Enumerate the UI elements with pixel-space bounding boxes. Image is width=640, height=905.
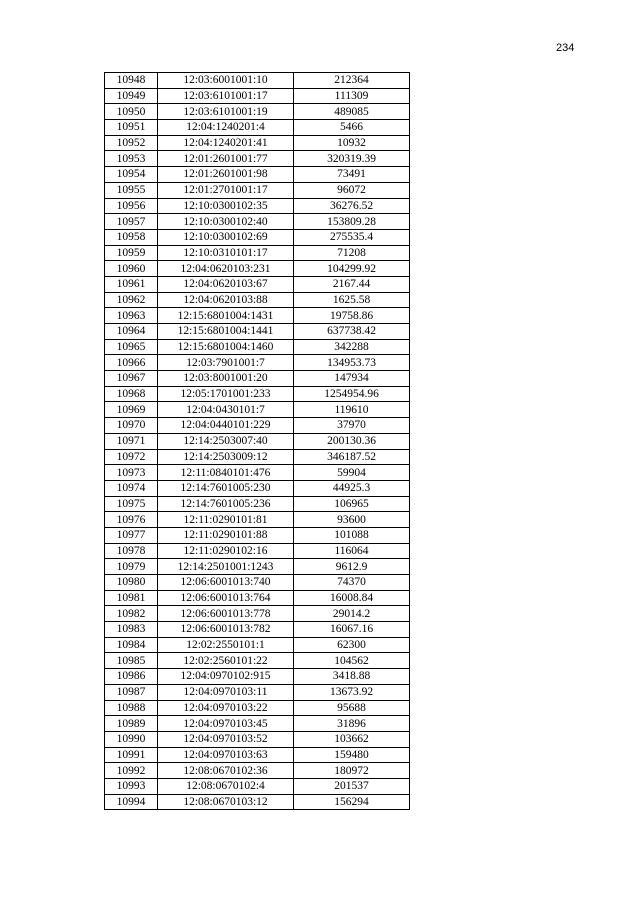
value-cell: 44925.3 [294, 480, 410, 496]
value-cell: 74370 [294, 575, 410, 591]
table-row [105, 496, 410, 512]
value-cell: 201537 [294, 778, 410, 794]
table-row [105, 73, 410, 89]
table-row [105, 292, 410, 308]
table-row [105, 182, 410, 198]
row-id-cell: 10959 [105, 245, 158, 261]
value-cell: 5466 [294, 120, 410, 136]
cadastral-number-cell: 12:06:6001013:740 [158, 575, 294, 591]
row-id-cell: 10964 [105, 324, 158, 340]
cadastral-number-cell: 12:04:0430101:7 [158, 402, 294, 418]
table-row [105, 590, 410, 606]
table-row [105, 433, 410, 449]
value-cell: 180972 [294, 763, 410, 779]
row-id-cell: 10973 [105, 465, 158, 481]
value-cell: 106965 [294, 496, 410, 512]
cadastral-number-cell: 12:04:0970103:22 [158, 700, 294, 716]
cadastral-number-cell: 12:14:2503007:40 [158, 433, 294, 449]
value-cell: 2167.44 [294, 276, 410, 292]
cadastral-number-cell: 12:02:2550101:1 [158, 637, 294, 653]
row-id-cell: 10965 [105, 339, 158, 355]
cadastral-number-cell: 12:15:6801004:1441 [158, 324, 294, 340]
table-row [105, 151, 410, 167]
table-row [105, 622, 410, 638]
cadastral-number-cell: 12:03:6001001:10 [158, 73, 294, 89]
cadastral-number-cell: 12:04:0970103:45 [158, 716, 294, 732]
row-id-cell: 10950 [105, 104, 158, 120]
cadastral-number-cell: 12:11:0840101:476 [158, 465, 294, 481]
table-row [105, 684, 410, 700]
cadastral-number-cell: 12:03:8001001:20 [158, 371, 294, 387]
table-row [105, 214, 410, 230]
table-row [105, 167, 410, 183]
table-row [105, 88, 410, 104]
cadastral-number-cell: 12:11:0290101:88 [158, 527, 294, 543]
table-body [105, 73, 410, 810]
table-row [105, 339, 410, 355]
cadastral-number-cell: 12:11:0290102:16 [158, 543, 294, 559]
cadastral-number-cell: 12:04:0970103:63 [158, 747, 294, 763]
value-cell: 71208 [294, 245, 410, 261]
row-id-cell: 10978 [105, 543, 158, 559]
cadastral-number-cell: 12:06:6001013:782 [158, 622, 294, 638]
row-id-cell: 10958 [105, 229, 158, 245]
table-row [105, 559, 410, 575]
table-row [105, 637, 410, 653]
value-cell: 93600 [294, 512, 410, 528]
value-cell: 16008.84 [294, 590, 410, 606]
table-row [105, 418, 410, 434]
value-cell: 147934 [294, 371, 410, 387]
row-id-cell: 10975 [105, 496, 158, 512]
cadastral-number-cell: 12:11:0290101:81 [158, 512, 294, 528]
row-id-cell: 10962 [105, 292, 158, 308]
cadastral-number-cell: 12:06:6001013:764 [158, 590, 294, 606]
value-cell: 104299.92 [294, 261, 410, 277]
row-id-cell: 10987 [105, 684, 158, 700]
cadastral-number-cell: 12:03:6101001:19 [158, 104, 294, 120]
table-row [105, 512, 410, 528]
value-cell: 275535.4 [294, 229, 410, 245]
value-cell: 13673.92 [294, 684, 410, 700]
cadastral-number-cell: 12:04:0440101:229 [158, 418, 294, 434]
value-cell: 119610 [294, 402, 410, 418]
value-cell: 16067.16 [294, 622, 410, 638]
row-id-cell: 10994 [105, 794, 158, 810]
table-row [105, 276, 410, 292]
row-id-cell: 10961 [105, 276, 158, 292]
row-id-cell: 10980 [105, 575, 158, 591]
cadastral-number-cell: 12:14:7601005:236 [158, 496, 294, 512]
value-cell: 320319.39 [294, 151, 410, 167]
value-cell: 200130.36 [294, 433, 410, 449]
row-id-cell: 10970 [105, 418, 158, 434]
table-row [105, 794, 410, 810]
value-cell: 19758.86 [294, 308, 410, 324]
table-row [105, 371, 410, 387]
value-cell: 3418.88 [294, 669, 410, 685]
cadastral-number-cell: 12:15:6801004:1431 [158, 308, 294, 324]
row-id-cell: 10972 [105, 449, 158, 465]
cadastral-number-cell: 12:04:0620103:231 [158, 261, 294, 277]
value-cell: 37970 [294, 418, 410, 434]
cadastral-number-cell: 12:04:0620103:88 [158, 292, 294, 308]
row-id-cell: 10985 [105, 653, 158, 669]
row-id-cell: 10984 [105, 637, 158, 653]
value-cell: 103662 [294, 731, 410, 747]
row-id-cell: 10955 [105, 182, 158, 198]
table-row [105, 543, 410, 559]
value-cell: 1254954.96 [294, 386, 410, 402]
row-id-cell: 10993 [105, 778, 158, 794]
value-cell: 31896 [294, 716, 410, 732]
table-row [105, 465, 410, 481]
table-row [105, 669, 410, 685]
row-id-cell: 10971 [105, 433, 158, 449]
cadastral-number-cell: 12:06:6001013:778 [158, 606, 294, 622]
cadastral-number-cell: 12:04:0970103:11 [158, 684, 294, 700]
value-cell: 159480 [294, 747, 410, 763]
cadastral-number-cell: 12:08:0670103:12 [158, 794, 294, 810]
row-id-cell: 10956 [105, 198, 158, 214]
cadastral-number-cell: 12:03:6101001:17 [158, 88, 294, 104]
row-id-cell: 10953 [105, 151, 158, 167]
cadastral-number-cell: 12:01:2601001:98 [158, 167, 294, 183]
row-id-cell: 10988 [105, 700, 158, 716]
value-cell: 134953.73 [294, 355, 410, 371]
row-id-cell: 10954 [105, 167, 158, 183]
row-id-cell: 10948 [105, 73, 158, 89]
value-cell: 346187.52 [294, 449, 410, 465]
cadastral-number-cell: 12:14:7601005:230 [158, 480, 294, 496]
value-cell: 116064 [294, 543, 410, 559]
value-cell: 10932 [294, 135, 410, 151]
table-row [105, 653, 410, 669]
page-number: 234 [556, 42, 575, 54]
row-id-cell: 10974 [105, 480, 158, 496]
table-row [105, 229, 410, 245]
cadastral-number-cell: 12:02:2560101:22 [158, 653, 294, 669]
table-row [105, 480, 410, 496]
table-row [105, 355, 410, 371]
row-id-cell: 10981 [105, 590, 158, 606]
cadastral-number-cell: 12:01:2601001:77 [158, 151, 294, 167]
value-cell: 59904 [294, 465, 410, 481]
value-cell: 153809.28 [294, 214, 410, 230]
value-cell: 1625.58 [294, 292, 410, 308]
table-row [105, 700, 410, 716]
value-cell: 73491 [294, 167, 410, 183]
row-id-cell: 10992 [105, 763, 158, 779]
row-id-cell: 10949 [105, 88, 158, 104]
table-row [105, 324, 410, 340]
table-row [105, 763, 410, 779]
row-id-cell: 10983 [105, 622, 158, 638]
value-cell: 36276.52 [294, 198, 410, 214]
table-row [105, 731, 410, 747]
table-row [105, 308, 410, 324]
table-row [105, 198, 410, 214]
row-id-cell: 10960 [105, 261, 158, 277]
cadastral-number-cell: 12:04:0970102:915 [158, 669, 294, 685]
row-id-cell: 10968 [105, 386, 158, 402]
value-cell: 489085 [294, 104, 410, 120]
table-row [105, 575, 410, 591]
value-cell: 212364 [294, 73, 410, 89]
row-id-cell: 10982 [105, 606, 158, 622]
value-cell: 29014.2 [294, 606, 410, 622]
row-id-cell: 10989 [105, 716, 158, 732]
row-id-cell: 10969 [105, 402, 158, 418]
row-id-cell: 10991 [105, 747, 158, 763]
row-id-cell: 10952 [105, 135, 158, 151]
row-id-cell: 10957 [105, 214, 158, 230]
cadastral-number-cell: 12:10:0300102:40 [158, 214, 294, 230]
table-row [105, 527, 410, 543]
row-id-cell: 10966 [105, 355, 158, 371]
table-row [105, 402, 410, 418]
table-row [105, 449, 410, 465]
cadastral-number-cell: 12:15:6801004:1460 [158, 339, 294, 355]
table-row [105, 716, 410, 732]
cadastral-number-cell: 12:14:2503009:12 [158, 449, 294, 465]
cadastral-number-cell: 12:10:0300102:35 [158, 198, 294, 214]
value-cell: 637738.42 [294, 324, 410, 340]
cadastral-number-cell: 12:03:7901001:7 [158, 355, 294, 371]
cadastral-number-cell: 12:01:2701001:17 [158, 182, 294, 198]
cadastral-number-cell: 12:04:1240201:4 [158, 120, 294, 136]
cadastral-number-cell: 12:05:1701001:233 [158, 386, 294, 402]
table-row [105, 261, 410, 277]
value-cell: 96072 [294, 182, 410, 198]
row-id-cell: 10979 [105, 559, 158, 575]
value-cell: 111309 [294, 88, 410, 104]
cadastral-number-cell: 12:10:0310101:17 [158, 245, 294, 261]
value-cell: 156294 [294, 794, 410, 810]
cadastral-number-cell: 12:04:1240201:41 [158, 135, 294, 151]
row-id-cell: 10990 [105, 731, 158, 747]
table-row [105, 747, 410, 763]
cadastral-number-cell: 12:04:0970103:52 [158, 731, 294, 747]
table-row [105, 245, 410, 261]
table-row [105, 778, 410, 794]
cadastral-number-cell: 12:10:0300102:69 [158, 229, 294, 245]
cadastral-number-cell: 12:08:0670102:36 [158, 763, 294, 779]
cadastral-number-cell: 12:14:2501001:1243 [158, 559, 294, 575]
data-table [104, 72, 410, 810]
value-cell: 104562 [294, 653, 410, 669]
value-cell: 342288 [294, 339, 410, 355]
row-id-cell: 10976 [105, 512, 158, 528]
table-row [105, 120, 410, 136]
cadastral-number-cell: 12:08:0670102:4 [158, 778, 294, 794]
value-cell: 95688 [294, 700, 410, 716]
row-id-cell: 10951 [105, 120, 158, 136]
value-cell: 9612.9 [294, 559, 410, 575]
value-cell: 101088 [294, 527, 410, 543]
table-row [105, 104, 410, 120]
row-id-cell: 10986 [105, 669, 158, 685]
table-row [105, 386, 410, 402]
table-row [105, 606, 410, 622]
row-id-cell: 10963 [105, 308, 158, 324]
table-row [105, 135, 410, 151]
value-cell: 62300 [294, 637, 410, 653]
row-id-cell: 10977 [105, 527, 158, 543]
row-id-cell: 10967 [105, 371, 158, 387]
cadastral-number-cell: 12:04:0620103:67 [158, 276, 294, 292]
